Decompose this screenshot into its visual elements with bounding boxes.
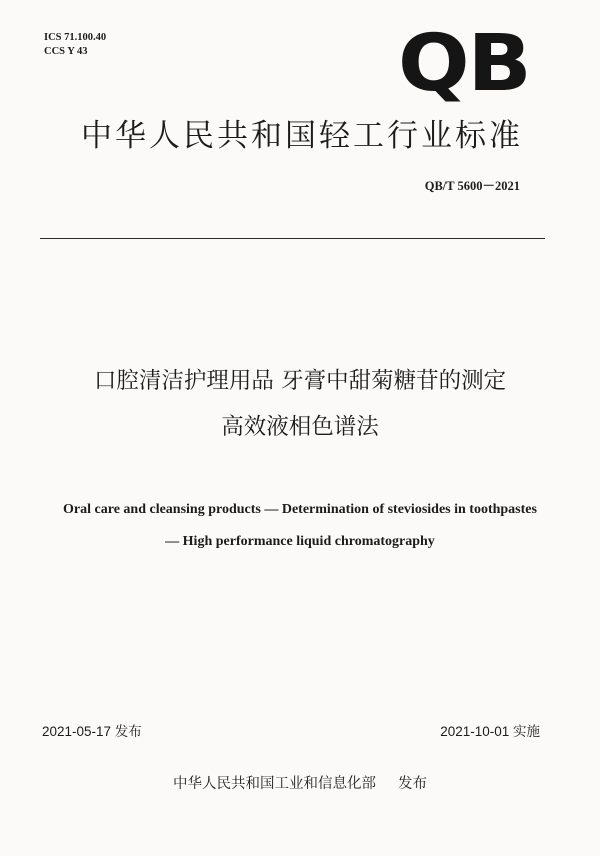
chinese-title [0,358,600,450]
header-divider [40,238,545,239]
english-title-line-2: — High performance liquid chromatography [165,534,435,549]
chinese-title-line-2: 高效液相色谱法 [221,414,379,440]
qb-logo: QB [398,19,530,109]
publisher-name: 中华人民共和国工业和信息化部 [173,776,376,792]
implementation-date: 2021-10-01 实施 [440,724,540,739]
publisher-action: 发布 [398,776,427,792]
ics-code: ICS 71.100.40 [44,32,107,43]
standard-number: QB/T 5600－2021 [424,179,520,193]
classification-codes [44,31,106,59]
issue-date: 2021-05-17 发布 [42,724,142,739]
authority-title: 中华人民共和国轻工行业标准 [81,118,523,154]
publisher [0,772,600,793]
english-title-line-1: Oral care and cleansing products — Determination of steviosides in toothpastes [63,502,537,517]
ccs-code: CCS Y 43 [44,46,88,57]
chinese-title-line-1: 口腔清洁护理用品 牙膏中甜菊糖苷的测定 [93,368,507,394]
english-title [0,494,600,558]
